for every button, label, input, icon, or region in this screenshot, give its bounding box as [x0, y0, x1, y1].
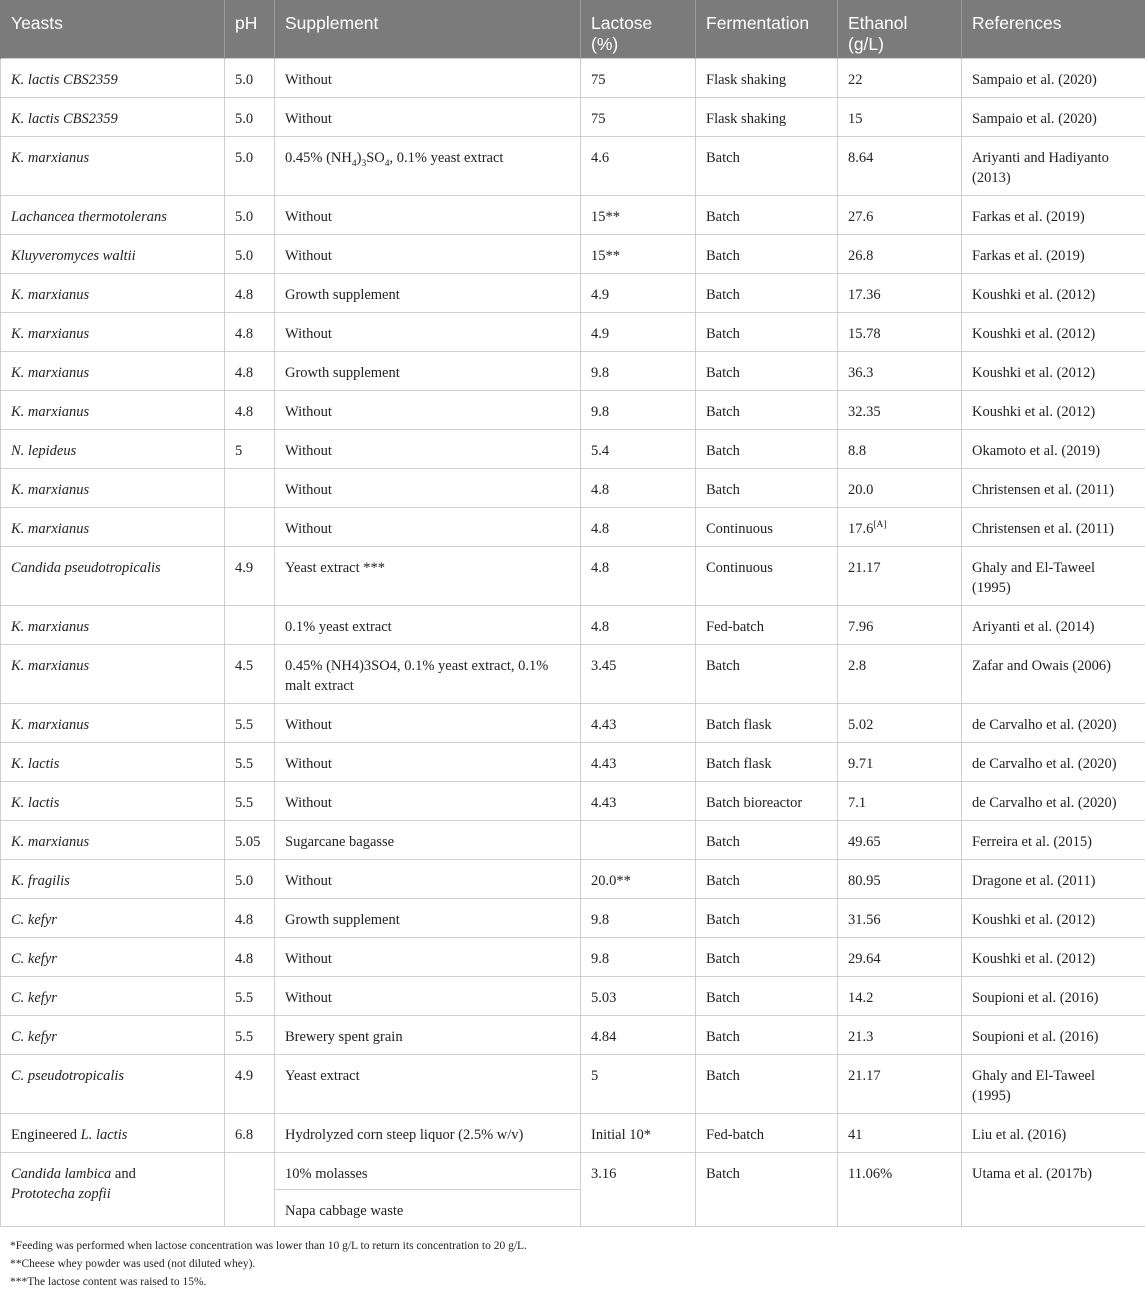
cell-reference: Soupioni et al. (2016) — [962, 1015, 1145, 1054]
cell-supplement: Without — [275, 703, 581, 742]
cell-fermentation: Batch — [696, 468, 838, 507]
cell-ph — [225, 507, 275, 546]
cell-ph: 5.0 — [225, 859, 275, 898]
cell-ethanol: 7.96 — [838, 605, 962, 644]
cell-ph: 5.0 — [225, 195, 275, 234]
cell-ethanol: 41 — [838, 1113, 962, 1152]
cell-lactose: 15** — [581, 195, 696, 234]
header-supplement: Supplement — [275, 0, 581, 58]
table-row — [1, 429, 1145, 468]
cell-fermentation: Batch — [696, 859, 838, 898]
cell-fermentation: Flask shaking — [696, 58, 838, 97]
table-row — [1, 1054, 1145, 1113]
table-row — [1, 1113, 1145, 1152]
yeast-and: and — [111, 1165, 136, 1182]
cell-ethanol: 21.3 — [838, 1015, 962, 1054]
table-row — [1, 644, 1145, 703]
cell-ethanol: 32.35 — [838, 390, 962, 429]
cell-supplement: 0.1% yeast extract — [275, 605, 581, 644]
cell-fermentation: Batch flask — [696, 703, 838, 742]
cell-yeast: N. lepideus — [1, 429, 225, 468]
cell-reference: Christensen et al. (2011) — [962, 468, 1145, 507]
cell-supplement: Without — [275, 937, 581, 976]
cell-supplement: Without — [275, 390, 581, 429]
table-row — [1, 976, 1145, 1015]
cell-supplement: Without — [275, 195, 581, 234]
cell-ph: 5 — [225, 429, 275, 468]
cell-yeast: K. lactis — [1, 742, 225, 781]
cell-supplement: Yeast extract — [275, 1054, 581, 1113]
table-row — [1, 97, 1145, 136]
cell-yeast: C. kefyr — [1, 976, 225, 1015]
cell-supplement: Napa cabbage waste — [275, 1189, 581, 1226]
table-header-row — [1, 0, 1145, 58]
cell-supplement: Without — [275, 58, 581, 97]
cell-reference — [962, 546, 1145, 605]
cell-fermentation: Batch — [696, 1152, 838, 1226]
supplement-part: ) — [356, 149, 362, 166]
cell-ph: 5.0 — [225, 58, 275, 97]
cell-ethanol: 20.0 — [838, 468, 962, 507]
cell-fermentation: Batch — [696, 429, 838, 468]
cell-fermentation: Batch — [696, 937, 838, 976]
cell-yeast: K. marxianus — [1, 136, 225, 195]
cell-yeast: K. lactis — [1, 781, 225, 820]
cell-yeast: K. marxianus — [1, 468, 225, 507]
cell-yeast: K. marxianus — [1, 507, 225, 546]
cell-ph: 4.8 — [225, 312, 275, 351]
cell-lactose: 9.8 — [581, 898, 696, 937]
cell-fermentation: Batch — [696, 898, 838, 937]
cell-reference: Farkas et al. (2019) — [962, 234, 1145, 273]
cell-ethanol: 26.8 — [838, 234, 962, 273]
header-ethanol-line1: Ethanol — [848, 13, 908, 33]
cell-lactose: 4.43 — [581, 703, 696, 742]
cell-supplement: Without — [275, 468, 581, 507]
cell-ph: 5.5 — [225, 703, 275, 742]
table-footnotes — [10, 1237, 527, 1291]
table-row — [1, 898, 1145, 937]
footnote: *Feeding was performed when lactose concentration was lower than 10 g/L to return its concentration to 20 g/L. — [10, 1240, 527, 1252]
header-lactose — [581, 0, 696, 58]
table-row — [1, 937, 1145, 976]
cell-reference: Koushki et al. (2012) — [962, 273, 1145, 312]
cell-ethanol: 5.02 — [838, 703, 962, 742]
cell-lactose: 15** — [581, 234, 696, 273]
cell-ph: 5.5 — [225, 742, 275, 781]
cell-fermentation: Fed-batch — [696, 1113, 838, 1152]
cell-ethanol — [838, 507, 962, 546]
cell-ph: 5.5 — [225, 976, 275, 1015]
cell-ph: 4.8 — [225, 390, 275, 429]
cell-ethanol: 2.8 — [838, 644, 962, 703]
table-row — [1, 703, 1145, 742]
cell-supplement: Growth supplement — [275, 898, 581, 937]
cell-lactose: 9.8 — [581, 390, 696, 429]
supplement-part: SO — [366, 149, 385, 166]
cell-ph: 4.8 — [225, 351, 275, 390]
cell-lactose: 75 — [581, 58, 696, 97]
cell-ethanol: 21.17 — [838, 1054, 962, 1113]
cell-ethanol: 15.78 — [838, 312, 962, 351]
cell-fermentation: Batch — [696, 273, 838, 312]
cell-lactose: 9.8 — [581, 351, 696, 390]
yeast-name: Candida lambica — [11, 1165, 112, 1182]
table-row — [1, 273, 1145, 312]
cell-ethanol: 8.8 — [838, 429, 962, 468]
cell-yeast: C. kefyr — [1, 937, 225, 976]
cell-lactose: 4.9 — [581, 273, 696, 312]
cell-ethanol: 9.71 — [838, 742, 962, 781]
cell-ph: 5.5 — [225, 1015, 275, 1054]
cell-ph: 5.0 — [225, 97, 275, 136]
header-yeasts: Yeasts — [1, 0, 225, 58]
cell-lactose: 4.9 — [581, 312, 696, 351]
header-ph: pH — [225, 0, 275, 58]
cell-ethanol: 80.95 — [838, 859, 962, 898]
cell-supplement: Without — [275, 976, 581, 1015]
cell-yeast: C. kefyr — [1, 1015, 225, 1054]
cell-yeast: K. lactis CBS2359 — [1, 58, 225, 97]
cell-ph: 6.8 — [225, 1113, 275, 1152]
table-row — [1, 1152, 1145, 1189]
cell-ph: 4.9 — [225, 1054, 275, 1113]
cell-ethanol: 49.65 — [838, 820, 962, 859]
supplement-subscript: 4 — [384, 158, 390, 169]
supplement-part: 0.45% (NH — [285, 149, 352, 166]
cell-ph — [225, 605, 275, 644]
cell-ph — [225, 468, 275, 507]
cell-reference: Liu et al. (2016) — [962, 1113, 1145, 1152]
ethanol-value: 17.6 — [848, 520, 874, 537]
cell-lactose: 4.43 — [581, 742, 696, 781]
cell-reference: Dragone et al. (2011) — [962, 859, 1145, 898]
cell-reference: Koushki et al. (2012) — [962, 898, 1145, 937]
cell-supplement — [275, 136, 581, 195]
cell-ph: 5.05 — [225, 820, 275, 859]
cell-fermentation: Batch — [696, 1054, 838, 1113]
cell-supplement: Without — [275, 234, 581, 273]
cell-supplement: Hydrolyzed corn steep liquor (2.5% w/v) — [275, 1113, 581, 1152]
cell-reference: Koushki et al. (2012) — [962, 351, 1145, 390]
cell-reference: Zafar and Owais (2006) — [962, 644, 1145, 703]
cell-reference: Okamoto et al. (2019) — [962, 429, 1145, 468]
header-references: References — [962, 0, 1145, 58]
table-row — [1, 546, 1145, 605]
header-lactose-line2: (%) — [591, 34, 619, 54]
table-row — [1, 781, 1145, 820]
table-row — [1, 859, 1145, 898]
cell-lactose: 5.03 — [581, 976, 696, 1015]
reference-line: Ghaly and El-Taweel — [972, 1067, 1095, 1084]
table-row — [1, 820, 1145, 859]
cell-yeast: C. pseudotropicalis — [1, 1054, 225, 1113]
cell-lactose: 4.8 — [581, 605, 696, 644]
cell-yeast: Candida pseudotropicalis — [1, 546, 225, 605]
cell-ethanol: 36.3 — [838, 351, 962, 390]
reference-line: Ariyanti and Hadiyanto — [972, 149, 1109, 166]
header-lactose-line1: Lactose — [591, 13, 653, 33]
cell-yeast: C. kefyr — [1, 898, 225, 937]
cell-fermentation: Continuous — [696, 546, 838, 605]
header-ethanol — [838, 0, 962, 58]
cell-lactose: Initial 10* — [581, 1113, 696, 1152]
reference-line: (2013) — [972, 169, 1011, 186]
cell-supplement — [275, 644, 581, 703]
cell-ethanol: 14.2 — [838, 976, 962, 1015]
cell-fermentation: Batch — [696, 195, 838, 234]
cell-lactose: 5.4 — [581, 429, 696, 468]
cell-fermentation: Batch — [696, 390, 838, 429]
cell-reference: Utama et al. (2017b) — [962, 1152, 1145, 1226]
table-row — [1, 507, 1145, 546]
table-row — [1, 195, 1145, 234]
yeast-name: L. lactis — [80, 1126, 128, 1143]
cell-supplement: 10% molasses — [275, 1152, 581, 1189]
cell-fermentation: Continuous — [696, 507, 838, 546]
cell-lactose: 20.0** — [581, 859, 696, 898]
cell-lactose: 4.6 — [581, 136, 696, 195]
table-row — [1, 58, 1145, 97]
cell-yeast: K. marxianus — [1, 312, 225, 351]
cell-ethanol: 22 — [838, 58, 962, 97]
table-row — [1, 351, 1145, 390]
cell-fermentation: Batch flask — [696, 742, 838, 781]
cell-reference: Koushki et al. (2012) — [962, 312, 1145, 351]
cell-reference: de Carvalho et al. (2020) — [962, 703, 1145, 742]
cell-supplement: Yeast extract *** — [275, 546, 581, 605]
table-row — [1, 234, 1145, 273]
cell-supplement: Without — [275, 742, 581, 781]
reference-line: (1995) — [972, 1087, 1011, 1104]
cell-reference: Soupioni et al. (2016) — [962, 976, 1145, 1015]
cell-supplement: Sugarcane bagasse — [275, 820, 581, 859]
cell-lactose: 5 — [581, 1054, 696, 1113]
cell-yeast: K. marxianus — [1, 390, 225, 429]
cell-yeast: K. lactis CBS2359 — [1, 97, 225, 136]
cell-ethanol: 29.64 — [838, 937, 962, 976]
cell-yeast: K. marxianus — [1, 703, 225, 742]
cell-fermentation: Batch — [696, 234, 838, 273]
cell-reference: de Carvalho et al. (2020) — [962, 781, 1145, 820]
cell-lactose: 4.8 — [581, 546, 696, 605]
cell-reference — [962, 1054, 1145, 1113]
cell-fermentation: Flask shaking — [696, 97, 838, 136]
cell-ethanol: 27.6 — [838, 195, 962, 234]
cell-supplement: Without — [275, 429, 581, 468]
table-row — [1, 1015, 1145, 1054]
cell-reference: Farkas et al. (2019) — [962, 195, 1145, 234]
cell-yeast: K. marxianus — [1, 644, 225, 703]
reference-line: (1995) — [972, 579, 1011, 596]
cell-ethanol: 11.06% — [838, 1152, 962, 1226]
supplement-subscript: 4 — [351, 158, 357, 169]
supplement-line: malt extract — [285, 677, 354, 694]
header-ethanol-line2: (g/L) — [848, 34, 884, 54]
cell-supplement: Without — [275, 312, 581, 351]
cell-fermentation: Batch — [696, 976, 838, 1015]
cell-yeast: K. fragilis — [1, 859, 225, 898]
cell-yeast: K. marxianus — [1, 351, 225, 390]
cell-supplement: Growth supplement — [275, 273, 581, 312]
cell-lactose: 4.8 — [581, 468, 696, 507]
cell-ph — [225, 1152, 275, 1226]
cell-reference: Ferreira et al. (2015) — [962, 820, 1145, 859]
cell-fermentation: Batch bioreactor — [696, 781, 838, 820]
cell-ph: 4.5 — [225, 644, 275, 703]
cell-fermentation: Batch — [696, 644, 838, 703]
cell-reference: Sampaio et al. (2020) — [962, 97, 1145, 136]
cell-yeast — [1, 1152, 225, 1226]
cell-ph: 4.8 — [225, 898, 275, 937]
table-row — [1, 390, 1145, 429]
footnote: **Cheese whey powder was used (not diluted whey). — [10, 1258, 256, 1270]
cell-ph: 5.5 — [225, 781, 275, 820]
yeast-name: Prototecha zopfii — [11, 1185, 111, 1202]
cell-ethanol: 7.1 — [838, 781, 962, 820]
cell-fermentation: Batch — [696, 820, 838, 859]
cell-yeast: Lachancea thermotolerans — [1, 195, 225, 234]
cell-reference: Sampaio et al. (2020) — [962, 58, 1145, 97]
footnote: ***The lactose content was raised to 15%. — [10, 1276, 207, 1288]
cell-ethanol: 21.17 — [838, 546, 962, 605]
table-row — [1, 605, 1145, 644]
cell-lactose: 4.43 — [581, 781, 696, 820]
cell-lactose: 3.16 — [581, 1152, 696, 1226]
ethanol-note: [A] — [873, 519, 887, 530]
cell-lactose: 75 — [581, 97, 696, 136]
cell-ph: 5.0 — [225, 234, 275, 273]
cell-lactose: 9.8 — [581, 937, 696, 976]
table-row — [1, 742, 1145, 781]
table-row — [1, 468, 1145, 507]
cell-yeast: K. marxianus — [1, 273, 225, 312]
cell-reference: Ariyanti et al. (2014) — [962, 605, 1145, 644]
cell-reference: Koushki et al. (2012) — [962, 390, 1145, 429]
cell-fermentation: Batch — [696, 136, 838, 195]
cell-supplement: Without — [275, 97, 581, 136]
cell-supplement: Growth supplement — [275, 351, 581, 390]
cell-supplement: Without — [275, 781, 581, 820]
supplement-subscript: 3 — [361, 158, 367, 169]
cell-ethanol: 15 — [838, 97, 962, 136]
cell-ph: 4.9 — [225, 546, 275, 605]
cell-ph: 4.8 — [225, 273, 275, 312]
yeast-prefix: Engineered — [11, 1126, 81, 1143]
cell-reference: Christensen et al. (2011) — [962, 507, 1145, 546]
cell-ethanol: 17.36 — [838, 273, 962, 312]
cell-yeast: K. marxianus — [1, 820, 225, 859]
reference-line: Ghaly and El-Taweel — [972, 559, 1095, 576]
cell-yeast: K. marxianus — [1, 605, 225, 644]
cell-supplement: Without — [275, 859, 581, 898]
cell-ph: 5.0 — [225, 136, 275, 195]
cell-lactose — [581, 820, 696, 859]
cell-lactose: 4.8 — [581, 507, 696, 546]
cell-fermentation: Batch — [696, 312, 838, 351]
cell-reference: Koushki et al. (2012) — [962, 937, 1145, 976]
cell-ethanol: 31.56 — [838, 898, 962, 937]
table-row — [1, 312, 1145, 351]
cell-reference — [962, 136, 1145, 195]
cell-ph: 4.8 — [225, 937, 275, 976]
cell-fermentation: Batch — [696, 1015, 838, 1054]
cell-reference: de Carvalho et al. (2020) — [962, 742, 1145, 781]
cell-supplement: Brewery spent grain — [275, 1015, 581, 1054]
table-row — [1, 136, 1145, 195]
cell-supplement: Without — [275, 507, 581, 546]
supplement-part: , 0.1% yeast extract — [389, 149, 504, 166]
header-fermentation: Fermentation — [696, 0, 838, 58]
cell-yeast — [1, 1113, 225, 1152]
cell-lactose: 4.84 — [581, 1015, 696, 1054]
cell-ethanol: 8.64 — [838, 136, 962, 195]
supplement-line: 0.45% (NH4)3SO4, 0.1% yeast extract, 0.1% — [285, 657, 549, 674]
cell-fermentation: Fed-batch — [696, 605, 838, 644]
cell-fermentation: Batch — [696, 351, 838, 390]
cell-lactose: 3.45 — [581, 644, 696, 703]
cell-yeast: Kluyveromyces waltii — [1, 234, 225, 273]
